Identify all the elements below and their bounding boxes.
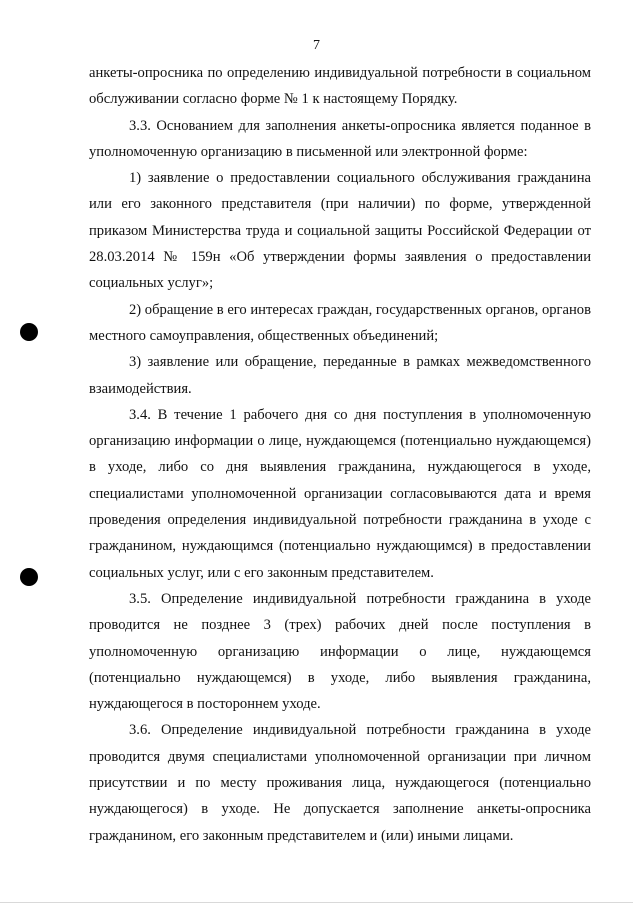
list-item-1: 1) заявление о предоставлении социального обслуживания гражданина или его законного представителя (при наличии) по форме, утвержденной приказом Министерства труда и социальной защиты Российской Федерации от 28.03.2014 № 159н «Об утверждении формы заявления о предоставлении социальных услуг»;: [89, 170, 591, 292]
scan-edge-line: [0, 902, 633, 903]
paragraph-3-4: 3.4. В течение 1 рабочего дня со дня поступления в уполномоченную организацию информации о лице, нуждающемся (потенциально нуждающемся) в уходе, либо со дня выявления гражданина, нуждающегося в уходе, специалистами уполномоченной организации согласовываются дата и время проведения определения индивидуальной потребности гражданина в уходе с гражданином, нуждающимся (потенциально нуждающимся) в предоставлении социальных услуг, или с его законным представителем.: [89, 406, 591, 581]
punch-hole-mark: [20, 323, 38, 341]
paragraph-3-5: 3.5. Определение индивидуальной потребности гражданина в уходе проводится не позднее 3 (трех) рабочих дней после поступления в уполномоченную организацию информации о лице, нуждающемся (потенциально нуждающемся) в уходе, либо выявления гражданина, нуждающегося в постороннем уходе.: [89, 590, 591, 713]
document-body: [89, 60, 591, 849]
paragraph-3-6: 3.6. Определение индивидуальной потребности гражданина в уходе проводится двумя специалистами уполномоченной организации при личном присутствии и по месту проживания лица, нуждающегося (потенциально нуждающегося) в уходе. Не допускается заполнение анкеты-опросника гражданином, его законным представителем и (или) иными лицами.: [89, 722, 591, 844]
list-item-2: 2) обращение в его интересах граждан, государственных органов, органов местного самоуправления, общественных объединений;: [89, 301, 591, 344]
list-item-3: 3) заявление или обращение, переданные в рамках межведомственного взаимодействия.: [89, 354, 591, 397]
page-number: 7: [313, 38, 320, 53]
paragraph-continuation: анкеты-опросника по определению индивидуальной потребности в социальном обслуживании согласно форме № 1 к настоящему Порядку.: [89, 65, 591, 108]
punch-hole-mark: [20, 568, 38, 586]
paragraph-3-3: 3.3. Основанием для заполнения анкеты-опросника является поданное в уполномоченную организацию в письменной или электронной форме:: [89, 117, 591, 160]
